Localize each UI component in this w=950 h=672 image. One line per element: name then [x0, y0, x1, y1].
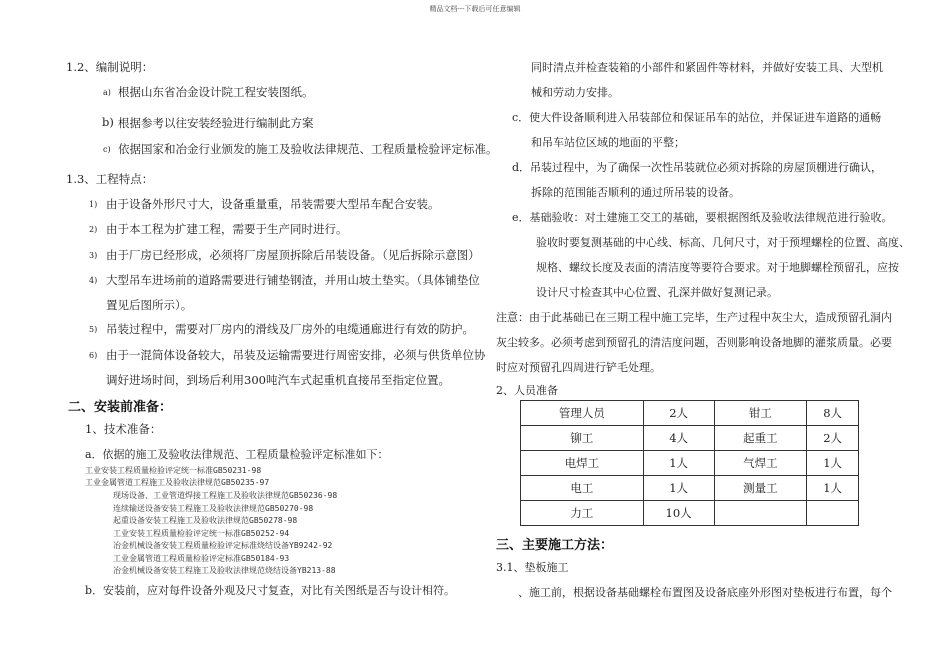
table-cell: 电工 [521, 476, 644, 501]
standard-item: 冶金机械设备安装工程施工及验收法律规范烧结设备YB213-88 [113, 566, 336, 575]
standard-item: 连续输送设备安装工程施工及验收法律规范GB50270-98 [113, 504, 314, 513]
paragraph-line: 拆除的范围能否顺利的通过所吊装的设备。 [531, 186, 740, 199]
item-mark: 6) [89, 351, 98, 360]
list-item: 由于厂房已经形成，必须将厂房屋顶拆除后吊装设备。（见后拆除示意图） [106, 248, 480, 262]
paragraph-line: 设计尺寸检查其中心位置、孔深并做好复测记录。 [536, 286, 778, 299]
item-mark: b) [102, 115, 114, 129]
list-item: 由于一混筒体设备较大，吊装及运输需要进行周密安排，必须与供货单位协 [106, 348, 486, 362]
table-cell: 测量工 [714, 476, 807, 501]
standard-item: 起重设备安装工程施工及验收法律规范GB50278-98 [113, 516, 298, 525]
table-row [521, 476, 859, 501]
paragraph-line: e．基础验收：对土建施工交工的基础，要根据图纸及验收法律规范进行验收。 [512, 211, 893, 224]
page-header: 精品文档---下载后可任意编辑 [429, 5, 521, 13]
standard-item: 工业安装工程质量检验评定统一标准GB50252-94 [113, 529, 290, 538]
paragraph-line: 同时清点并检查装箱的小部件和紧固件等材料，并做好安装工具、大型机 [531, 61, 883, 74]
paragraph-line: 验收时要复测基础的中心线、标高、几何尺寸，对于预埋螺栓的位置、高度、 [536, 236, 910, 249]
tech-prep-a: a．依据的施工及验收法律规范、工程质量检验评定标准如下： [85, 448, 389, 461]
table-cell: 钳工 [714, 401, 807, 426]
table-row [521, 426, 859, 451]
note-line: 注意：由于此基础已在三期工程中施工完毕，生产过程中灰尘大，造成预留孔洞内 [496, 311, 892, 324]
section-2-title: 二、安装前准备： [68, 400, 173, 415]
table-cell: 铆工 [521, 426, 644, 451]
table-row [521, 401, 859, 426]
paragraph-line: d．吊装过程中，为了确保一次性吊装就位必须对拆除的房屋顶棚进行确认， [512, 161, 883, 174]
standard-item: 工业金属管道工程质量检验评定标准GB50184-93 [113, 554, 290, 563]
list-item-cont: 调好进场时间，到场后利用300吨汽车式起重机直接吊至指定位置。 [106, 373, 450, 387]
list-item: 依据国家和冶金行业颁发的施工及验收法律规范、工程质量检验评定标准。 [118, 142, 498, 156]
table-cell: 8人 [807, 401, 859, 426]
table-cell: 1人 [807, 451, 859, 476]
list-item: 由于本工程为扩建工程，需要于生产同时进行。 [106, 222, 348, 236]
item-mark: a) [103, 88, 111, 97]
table-cell: 1人 [643, 476, 714, 501]
table-cell: 气焊工 [714, 451, 807, 476]
table-cell: 起重工 [714, 426, 807, 451]
tech-prep-b: b．安装前，应对每件设备外观及尺寸复查，对比有关图纸是否与设计相符。 [85, 584, 456, 597]
list-item-cont: 置见后图所示）。 [106, 298, 193, 312]
standard-item: 工业安装工程质量检验评定统一标准GB50231-98 [85, 466, 262, 475]
item-mark: 4) [89, 276, 98, 285]
paragraph-line: c．使大件设备顺利进入吊装部位和保证吊车的站位，并保证进车道路的通畅 [512, 111, 882, 124]
paragraph-line: 械和劳动力安排。 [531, 86, 619, 99]
item-mark: 3) [89, 251, 98, 260]
table-cell: 10人 [643, 501, 714, 526]
table-cell: 电焊工 [521, 451, 644, 476]
list-item: 根据参考以往安装经验进行编制此方案 [118, 116, 314, 130]
standard-item: 现场设备、工业管道焊接工程施工及验收法律规范GB50236-98 [113, 491, 338, 500]
section-1-3-title: 1.3、工程特点： [66, 172, 154, 186]
section-3-1-title: 3.1、垫板施工 [496, 561, 569, 574]
item-mark: 5) [89, 325, 98, 334]
paragraph-line: 、施工前，根据设备基础螺栓布置图及设备底座外形图对垫板进行布置，每个 [518, 586, 892, 599]
list-item: 由于设备外形尺寸大，设备重量重，吊装需要大型吊车配合安装。 [106, 197, 440, 211]
list-item: 大型吊车进场前的道路需要进行铺垫钢渣，并用山坡土垫实。（具体铺垫位 [106, 273, 480, 287]
table-row [521, 451, 859, 476]
section-1-2-title: 1.2、编制说明： [66, 60, 154, 74]
table-cell [807, 501, 859, 526]
staff-table [520, 400, 859, 526]
tech-prep-title: 1、技术准备： [85, 422, 162, 436]
paragraph-line: 规格、螺纹长度及表面的清洁度等要符合要求。对于地脚螺栓预留孔，应按 [536, 261, 899, 274]
staff-title: 2、人员准备 [496, 384, 558, 397]
table-cell: 2人 [807, 426, 859, 451]
list-item: 吊装过程中，需要对厂房内的滑线及厂房外的电缆通廊进行有效的防护。 [106, 322, 474, 336]
item-mark: 1) [89, 200, 98, 209]
paragraph-line: 和吊车站位区域的地面的平整； [531, 136, 685, 149]
table-cell: 1人 [807, 476, 859, 501]
item-mark: 2) [89, 225, 98, 234]
table-cell: 管理人员 [521, 401, 644, 426]
note-line: 时应对预留孔四周进行铲毛处理。 [496, 361, 661, 374]
table-row [521, 501, 859, 526]
list-item: 根据山东省冶金设计院工程安装图纸。 [118, 85, 314, 99]
standard-item: 工业金属管道工程施工及验收法律规范GB50235-97 [85, 478, 270, 487]
note-line: 灰尘较多。必须考虑到预留孔的清洁度问题，否则影响设备地脚的灌浆质量。必要 [496, 336, 892, 349]
table-cell [714, 501, 807, 526]
table-cell: 力工 [521, 501, 644, 526]
section-3-title: 三、主要施工方法： [496, 538, 614, 553]
item-mark: c) [103, 145, 111, 154]
table-cell: 2人 [643, 401, 714, 426]
table-cell: 4人 [643, 426, 714, 451]
standard-item: 冶金机械设备安装工程质量检验评定标准烧结设备YB9242-92 [113, 541, 333, 550]
table-cell: 1人 [643, 451, 714, 476]
